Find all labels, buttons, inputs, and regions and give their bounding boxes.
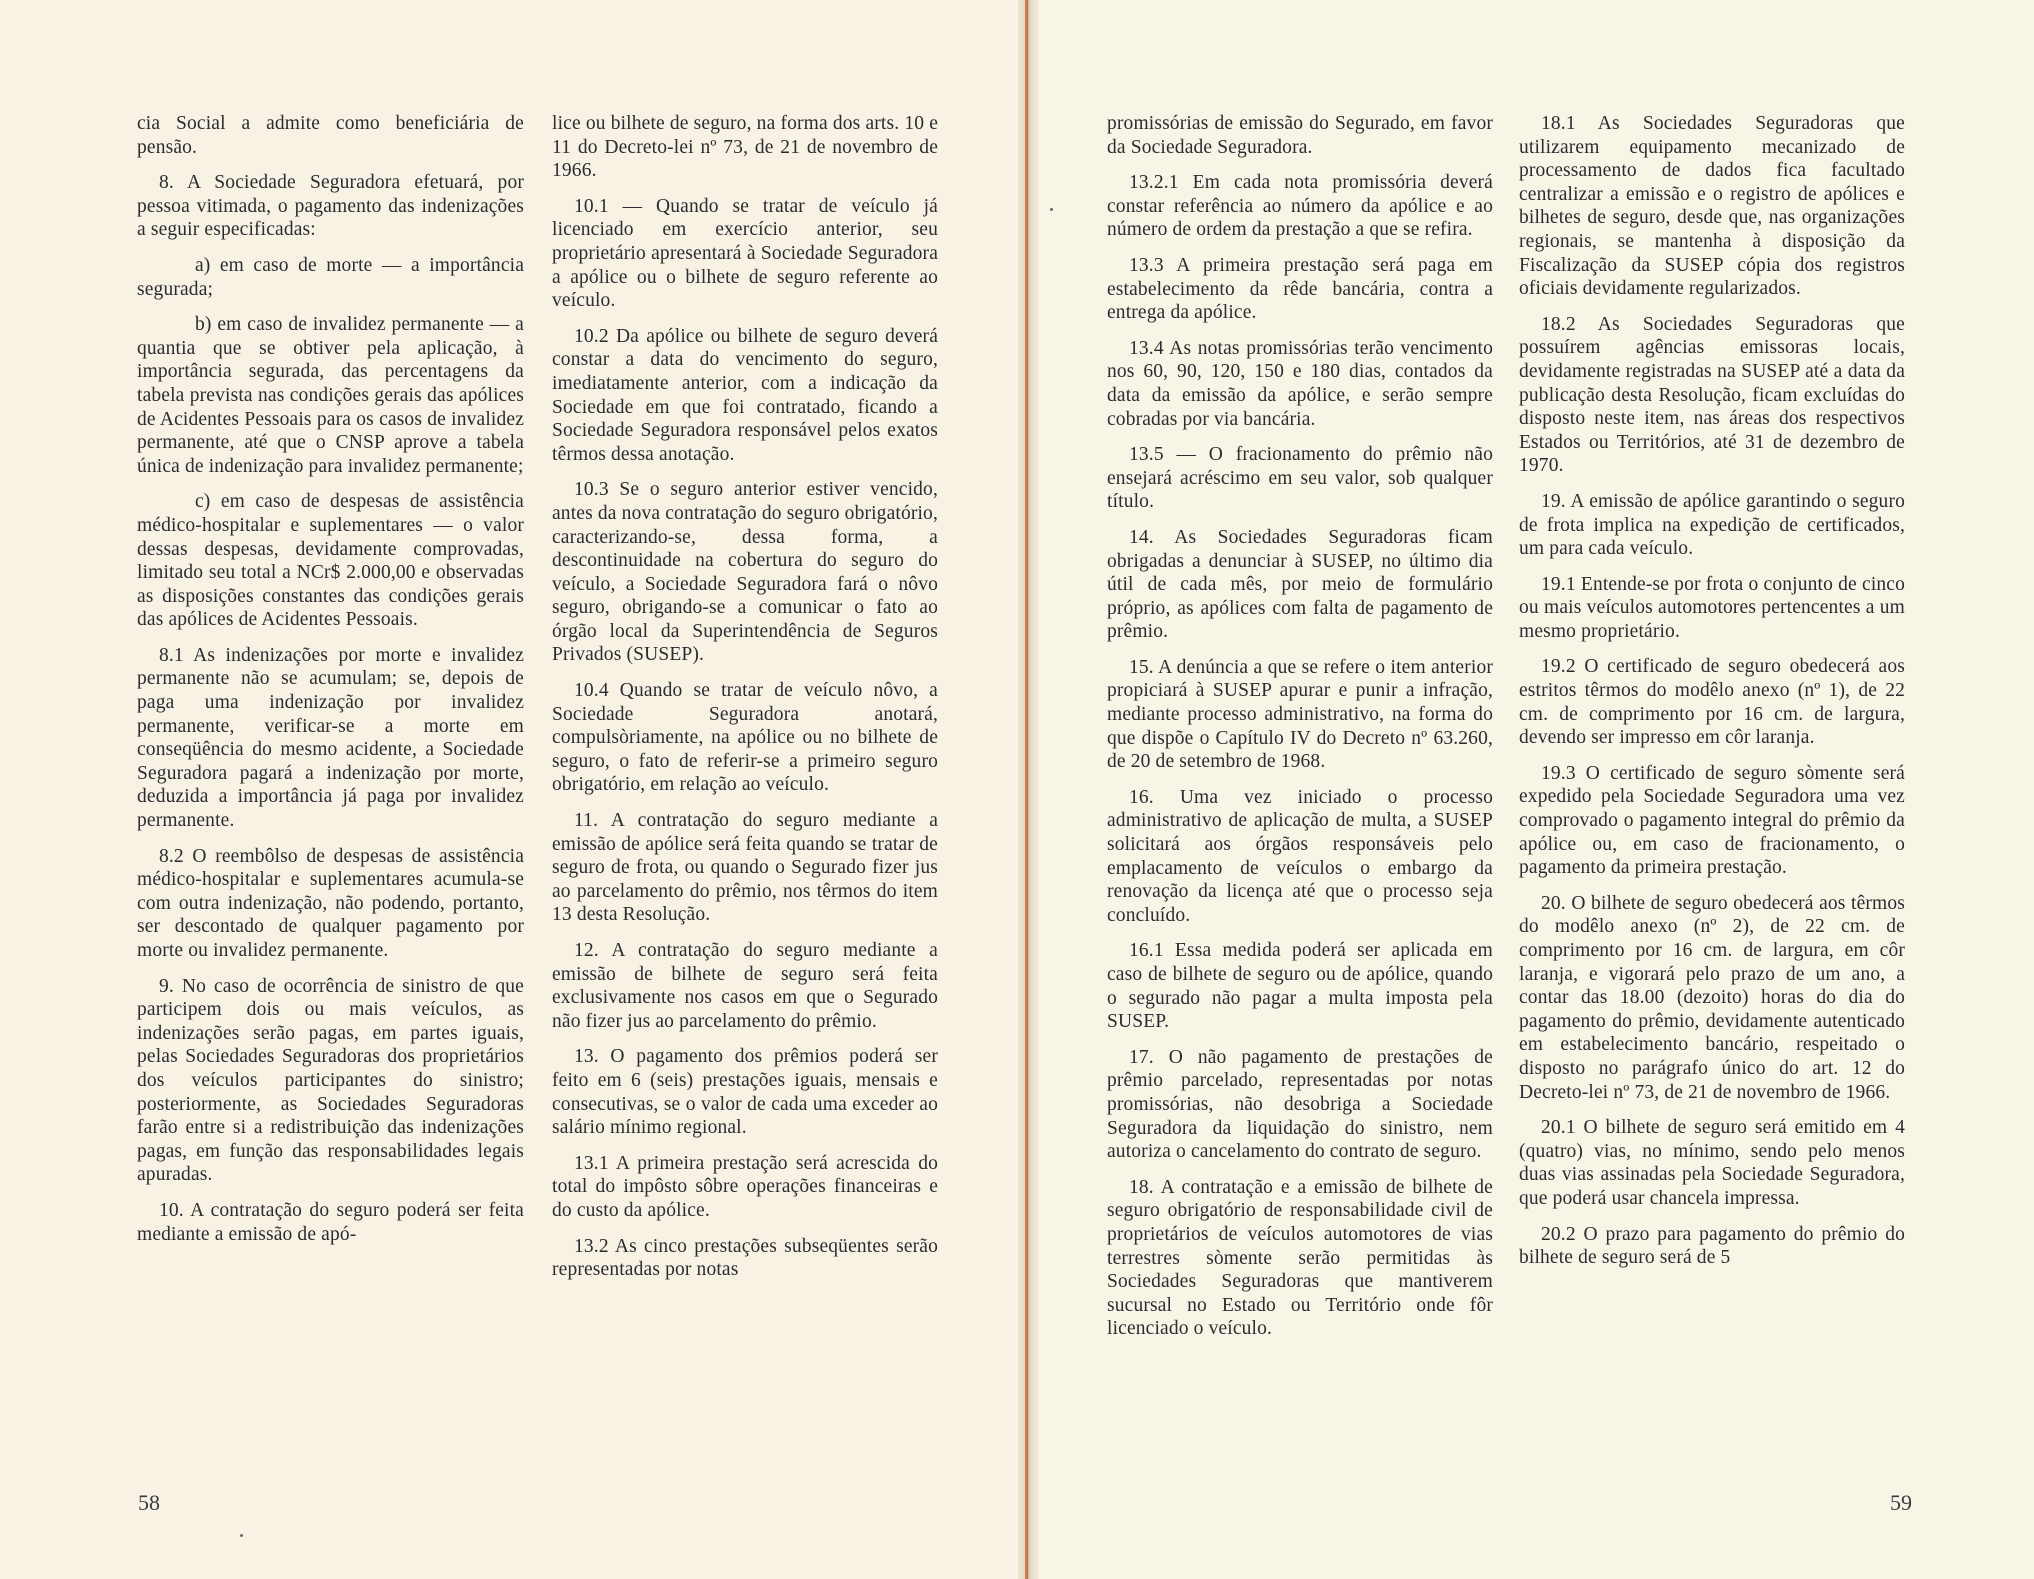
paragraph: 11. A contratação do seguro mediante a emissão de apólice será feita quando se tratar de seguro de frota, ou quando o Segurado fizer jus ao parcelamento do prêmio, nos têrmos do item 13 desta Resolução. xyxy=(552,810,938,926)
paragraph: 18.2 As Sociedades Seguradoras que possuírem agências emissoras locais, devidamente registradas na SUSEP até a data da publicação desta Resolução, ficam excluídas do disposto neste item, nas áreas dos respectivos Estados ou Territórios, até 31 de dezembro de 1970. xyxy=(1519,313,1905,477)
paragraph: 10.4 Quando se tratar de veículo nôvo, a Sociedade Seguradora anotará, compulsòriamente, na apólice ou no bilhete de seguro, o fato de referir-se a primeiro seguro obrigatório, em relação ao veículo. xyxy=(552,680,938,796)
paragraph: promissórias de emissão do Segurado, em favor da Sociedade Seguradora. xyxy=(1107,113,1493,158)
paragraph: 20.2 O prazo para pagamento do prêmio do bilhete de seguro será de 5 xyxy=(1519,1223,1905,1269)
book-gutter xyxy=(1018,0,1038,1579)
paragraph: a) em caso de morte — a importância segurada; xyxy=(137,254,524,300)
paragraph: 10.1 — Quando se tratar de veículo já licenciado em exercício anterior, seu proprietário apresentará à Sociedade Seguradora a apólice ou o bilhete de seguro referente ao veículo. xyxy=(552,195,938,312)
paragraph: 10.2 Da apólice ou bilhete de seguro deverá constar a data do vencimento do seguro, imediatamente anterior, com a indicação da Sociedade em que foi contratado, ficando a Sociedade Seguradora responsável pelos exatos têrmos dessa anotação. xyxy=(552,325,938,465)
page-number-left: 58 xyxy=(138,1490,160,1515)
paragraph: 15. A denúncia a que se refere o item anterior propiciará à SUSEP apurar e punir a infração, mediante processo administrativo, na forma do que dispõe o Capítulo IV do Decreto nº 63.260, de 20 de setembro de 1968. xyxy=(1107,656,1493,773)
paragraph: b) em caso de invalidez permanente — a quantia que se obtiver pela aplicação, à importância segurada, das percentagens da tabela prevista nas condições gerais das apólices de Acidentes Pessoais para os casos de invalidez permanente, até que o CNSP aprove a tabela única de indenização para invalidez permanente; xyxy=(137,314,524,477)
paragraph: 20. O bilhete de seguro obedecerá aos têrmos do modêlo anexo (nº 2), de 22 cm. de comprimento por 16 cm. de largura, em côr laranja, e vigorará pelo prazo de um ano, a contar das 18.00 (dezoito) horas do dia do pagamento do prêmio, devidamente autenticado em estabelecimento bancário, respeitado o disposto no parágrafo único do art. 12 do Decreto-lei nº 73, de 21 de novembro de 1966. xyxy=(1519,892,1905,1103)
paragraph: 13.3 A primeira prestação será paga em estabelecimento da rêde bancária, contra a entrega da apólice. xyxy=(1107,254,1493,324)
paragraph: 13.2 As cinco prestações subseqüentes serão representadas por notas xyxy=(552,1235,938,1281)
paragraph: 19.1 Entende-se por frota o conjunto de cinco ou mais veículos automotores pertencentes a um mesmo proprietário. xyxy=(1519,573,1905,642)
paragraph: 16. Uma vez iniciado o processo administrativo de aplicação de multa, a SUSEP solicitará aos órgãos responsáveis pelo emplacamento de veículos o embargo da renovação da licença até que o processo seja concluído. xyxy=(1107,786,1493,926)
paragraph: 13.2.1 Em cada nota promissória deverá constar referência ao número da apólice e ao número de ordem da prestação a que se refira. xyxy=(1107,172,1493,241)
paragraph: 13. O pagamento dos prêmios poderá ser feito em 6 (seis) prestações iguais, mensais e consecutivas, se o valor de cada uma exceder ao salário mínimo regional. xyxy=(552,1046,938,1139)
right-page-column-1 xyxy=(1107,112,1493,1353)
paragraph: lice ou bilhete de seguro, na forma dos arts. 10 e 11 do Decreto-lei nº 73, de 21 de novembro de 1966. xyxy=(552,113,938,182)
paragraph: 13.4 As notas promissórias terão vencimento nos 60, 90, 120, 150 e 180 dias, contados da data da emissão da apólice, e serão sempre cobradas por via bancária. xyxy=(1107,337,1493,430)
binding-edge xyxy=(1025,0,1028,1579)
paragraph: 9. No caso de ocorrência de sinistro de que participem dois ou mais veículos, as indenizações serão pagas, em partes iguais, pelas Sociedades Seguradoras dos proprietários dos veículos participantes do sinistro; posteriormente, as Sociedades Seguradoras farão entre si a redistribuição das indenizações pagas, em função das responsabilidades legais apuradas. xyxy=(137,975,524,1186)
paragraph: 10.3 Se o seguro anterior estiver vencido, antes da nova contratação do seguro obrigatório, caracterizando-se, dessa forma, a descontinuidade na cobertura do seguro do veículo, a Sociedade Seguradora fará o nôvo seguro, obrigando-se a comunicar o fato ao órgão local da Superintendência de Seguros Privados (SUSEP). xyxy=(552,479,938,666)
paragraph: 19.3 O certificado de seguro sòmente será expedido pela Sociedade Seguradora uma vez comprovado o pagamento integral do prêmio da apólice ou, em caso de fracionamento, o pagamento da primeira prestação. xyxy=(1519,762,1905,879)
paragraph: 8.1 As indenizações por morte e invalidez permanente não se acumulam; se, depois de paga uma indenização por invalidez permanente, verificar-se a morte em conseqüência do mesmo acidente, a Sociedade Seguradora pagará a indenização por morte, deduzida a importância já paga por invalidez permanente. xyxy=(137,644,524,832)
left-page-column-1 xyxy=(137,112,524,1258)
paragraph: 12. A contratação do seguro mediante a emissão de bilhete de seguro será feita exclusivamente nos casos em que o Segurado não fizer jus ao parcelamento do prêmio. xyxy=(552,940,938,1032)
paragraph: 10. A contratação do seguro poderá ser feita mediante a emissão de apó- xyxy=(137,1199,524,1245)
paragraph: 19.2 O certificado de seguro obedecerá aos estritos têrmos do modêlo anexo (nº 1), de 22 cm. de comprimento por 16 cm. de largura, devendo ser impresso em côr laranja. xyxy=(1519,656,1905,749)
paragraph: 13.1 A primeira prestação será acrescida do total do impôsto sôbre operações financeiras e do custo da apólice. xyxy=(552,1152,938,1221)
paragraph: 13.5 — O fracionamento do prêmio não ensejará acréscimo em seu valor, sob qualquer título. xyxy=(1107,444,1493,513)
paragraph: cia Social a admite como beneficiária de pensão. xyxy=(137,113,524,158)
paragraph: 18. A contratação e a emissão de bilhete de seguro obrigatório de responsabilidade civil de proprietários de veículos automotores de vias terrestres sòmente serão permitidas às Sociedades Seguradoras que mantiverem sucursal no Estado ou Território onde fôr licenciado o veículo. xyxy=(1107,1176,1493,1340)
paragraph: 14. As Sociedades Seguradoras ficam obrigadas a denunciar à SUSEP, no último dia útil de cada mês, por meio de formulário próprio, as apólices com falta de pagamento de prêmio. xyxy=(1107,526,1493,643)
paragraph: c) em caso de despesas de assistência médico-hospitalar e suplementares — o valor dessas despesas, devidamente comprovadas, limitado seu total a NCr$ 2.000,00 e observadas as disposições constantes das condições gerais das apólices de Acidentes Pessoais. xyxy=(137,491,524,631)
paragraph: 16.1 Essa medida poderá ser aplicada em caso de bilhete de seguro ou de apólice, quando o segurado não pagar a multa imposta pela SUSEP. xyxy=(1107,940,1493,1033)
page-number-right: 59 xyxy=(1890,1490,1912,1515)
paragraph: 19. A emissão de apólice garantindo o seguro de frota implica na expedição de certificados, um para cada veículo. xyxy=(1519,490,1905,560)
paragraph: 8. A Sociedade Seguradora efetuará, por pessoa vitimada, o pagamento das indenizações a seguir especificadas: xyxy=(137,172,524,241)
paragraph: 18.1 As Sociedades Seguradoras que utilizarem equipamento mecanizado de processamento de dados fica facultado centralizar a emissão e o registro de apólices e bilhetes de seguro, desde que, nas organizações regionais, se mantenha à disposição da Fiscalização da SUSEP cópia dos registros oficiais devidamente regularizados. xyxy=(1519,113,1905,300)
paragraph: 8.2 O reembôlso de despesas de assistência médico-hospitalar e suplementares acumula-se com outra indenização, não podendo, portanto, ser descontado de qualquer pagamento por morte ou invalidez permanente. xyxy=(137,845,524,961)
left-page-column-2 xyxy=(552,112,938,1294)
print-speck xyxy=(240,1534,243,1537)
paragraph: 17. O não pagamento de prestações de prêmio parcelado, representadas por notas promissórias, não desobriga a Sociedade Seguradora da liquidação do sinistro, nem autoriza o cancelamento do contrato de seguro. xyxy=(1107,1046,1493,1163)
right-page-column-2 xyxy=(1519,112,1905,1282)
print-speck xyxy=(1050,208,1053,211)
paragraph: 20.1 O bilhete de seguro será emitido em 4 (quatro) vias, no mínimo, sendo pelo menos duas vias assinadas pela Sociedade Seguradora, que poderá usar chancela impressa. xyxy=(1519,1117,1905,1209)
